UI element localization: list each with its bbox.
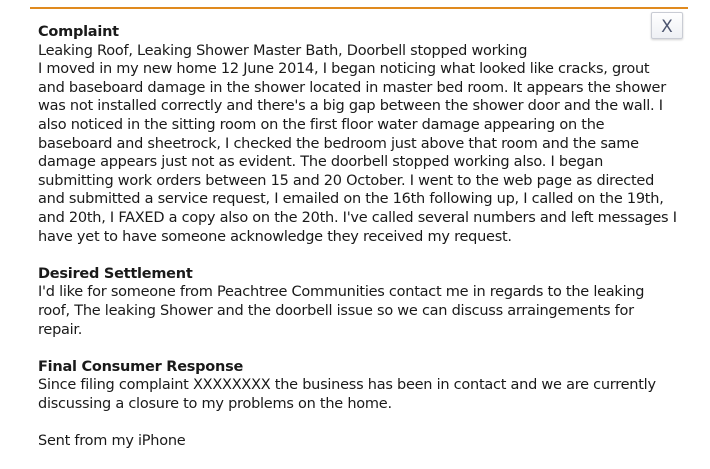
final-response-heading: Final Consumer Response: [38, 358, 244, 375]
complaint-body: I moved in my new home 12 June 2014, I began noticing what looked like cracks, grout and baseboard damage in the shower located in master bed room. It appears the shower was not installed correctly and there's a big gap between the shower door and the wall. I also noticed in the sitting room on the first floor water damage appearing on the baseboard and sheetrock, I checked the bedroom just above that room and the same damage appears just not as evident. The doorbell stopped working also. I began submitting work orders between 15 and 20 October. I went to the web page as directed and submitted a service request, I emailed on the 16th following up, I called on the 19th, and 20th, I FAXED a copy also on the 20th. I've called several numbers and left messages I have yet to have someone acknowledge they received my request.: [38, 61, 677, 245]
signature-section: [38, 432, 678, 451]
top-accent-rule: [30, 7, 688, 9]
close-button[interactable]: X: [651, 12, 683, 39]
desired-settlement-section: [38, 265, 678, 339]
signature-text: Sent from my iPhone: [38, 433, 186, 450]
final-response-section: [38, 358, 678, 414]
complaint-heading: Complaint: [38, 24, 119, 40]
complaint-section: [38, 23, 678, 246]
final-response-body: Since filing complaint XXXXXXXX the business has been in contact and we are currently discussing a closure to my problems on the home.: [38, 377, 656, 412]
complaint-details: [38, 23, 678, 469]
desired-settlement-heading: Desired Settlement: [38, 265, 193, 282]
desired-settlement-body: I'd like for someone from Peachtree Communities contact me in regards to the leaking roof, The leaking Shower and the doorbell issue so we can discuss arraingements for repair.: [38, 284, 645, 338]
complaint-subject: Leaking Roof, Leaking Shower Master Bath, Doorbell stopped working: [38, 42, 528, 59]
